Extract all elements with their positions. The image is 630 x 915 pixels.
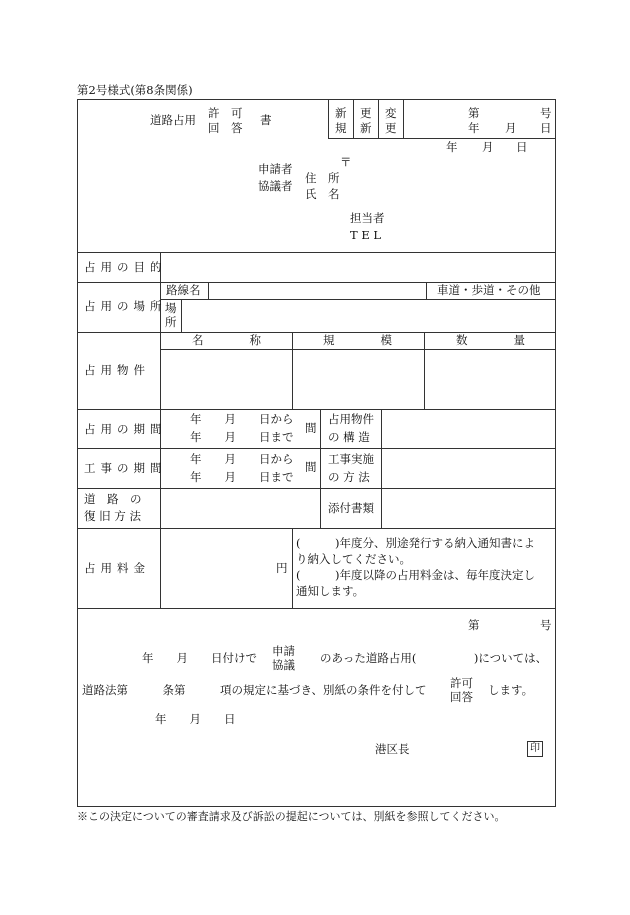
col-name: 名 称 [192,333,261,347]
doc-kyoka: 許 可 [208,106,243,120]
vline-structure-label [381,409,382,528]
col-qty: 数 量 [456,333,525,347]
doc-kaito: 回 答 [208,121,243,135]
label-structure-2: の 構 造 [328,430,370,444]
vline-objects-1 [292,332,293,409]
label-shinseisha: 申請者 [258,162,293,176]
kind-shinki-bottom: 規 [335,121,347,135]
kind-shinki-top[interactable]: 新 [335,106,347,120]
label-basho-2: 所 [165,315,177,329]
vline-period-right [320,409,321,528]
vline-fee-right [292,528,293,608]
label-basho-1: 場 [165,301,177,315]
decision-dai: 第 [468,618,480,632]
label-tel: T E L [350,228,382,242]
header-date-d: 日 [540,121,552,135]
label-construction-period: 工事の期間 [84,461,167,475]
line-construction-bottom [77,488,556,489]
label-period: 占用の期間 [84,422,167,436]
fee-note-1: ( )年度分、別途発行する納入通知書によ [296,536,535,550]
vline-header-4 [403,99,404,139]
decision-shinsei: 申請 [272,644,295,658]
line-fee-bottom [77,608,556,609]
label-method-2: の 方 法 [328,470,370,484]
fee-note-3: ( )年度以降の占用料金は、毎年度決定し [296,568,535,582]
decision-kyogi: 協議 [272,658,295,672]
construction-ma: 間 [305,460,317,474]
decision-kyoka: 許可 [450,676,473,690]
header-date-m: 月 [505,121,517,135]
line-applicant-bottom [77,252,556,253]
label-shimei: 氏 名 [305,187,340,201]
header-go: 号 [540,106,552,120]
construction-from: 年 月 日から [190,452,294,466]
label-attachments: 添付書類 [328,501,374,515]
label-kyogisha: 協議者 [258,179,293,193]
construction-to: 年 月 日まで [190,470,294,484]
line-period-bottom [77,448,556,449]
vline-route-label [208,282,209,299]
vline-header-3 [378,99,379,139]
vline-objects-2 [424,332,425,409]
decision-date2: 年 月 日 [155,712,236,726]
decision-go: 号 [540,618,552,632]
kind-koshin-top[interactable]: 更 [360,106,372,120]
col-scale: 規 模 [323,333,392,347]
vline-header-2 [353,99,354,139]
kind-henko-top[interactable]: 変 [385,106,397,120]
decision-shimasu: します。 [488,683,534,697]
kind-henko-bottom: 更 [385,121,397,135]
label-road-part[interactable]: 車道・歩道・その他 [437,283,541,297]
label-restore-1: 道 路 の [84,492,142,506]
label-method-1: 工事実施 [328,452,374,466]
footnote: ※この決定についての審査請求及び訴訟の提起については、別紙を参照してください。 [77,810,506,823]
form-frame [77,99,556,807]
applicant-date-y: 年 [446,140,458,154]
header-date-y: 年 [468,121,480,135]
doc-prefix: 道路占用 [150,113,196,127]
doc-sho: 書 [260,113,272,127]
period-from: 年 月 日から [190,412,294,426]
decision-date-line: 年 月 日付けで [142,651,257,665]
fee-note-2: り納入してください。 [296,552,411,566]
label-fee: 占用料金 [84,561,150,575]
postal-mark: 〒 [340,155,352,169]
decision-kaito: 回答 [450,690,473,704]
vline-header-1 [328,99,329,139]
label-jusho: 住 所 [305,171,340,185]
kind-koshin-bottom: 新 [360,121,372,135]
seal-mark: 印 [527,741,543,757]
line-objects-header [160,349,556,350]
period-to: 年 月 日まで [190,430,294,444]
decision-middle: のあった道路占用( )については、 [320,651,548,665]
line-restore-bottom [77,528,556,529]
label-restore-2: 復 旧 方 法 [84,509,141,523]
vline-basho [181,299,182,332]
line-objects-bottom [77,409,556,410]
label-tantosha: 担当者 [350,211,385,225]
label-objects: 占用物件 [84,363,150,377]
fee-note-4: 通知します。 [296,584,365,598]
applicant-date-d: 日 [516,140,528,154]
label-route-name: 路線名 [166,283,201,297]
decision-law-line: 道路法第 条第 項の規定に基づき、別紙の条件を付して [82,683,427,697]
header-dai: 第 [468,106,480,120]
line-route-bottom [160,299,556,300]
line-header-bottom [328,138,556,139]
applicant-date-m: 月 [482,140,494,154]
label-place: 占用の場所 [84,299,167,313]
label-structure-1: 占用物件 [328,412,374,426]
vline-road-part [426,282,427,299]
form-id: 第2号様式(第8条関係) [77,83,193,97]
label-purpose: 占用の目的 [84,260,167,274]
period-ma: 間 [305,421,317,435]
decision-authority: 港区長 [375,742,410,756]
fee-yen: 円 [276,561,288,575]
